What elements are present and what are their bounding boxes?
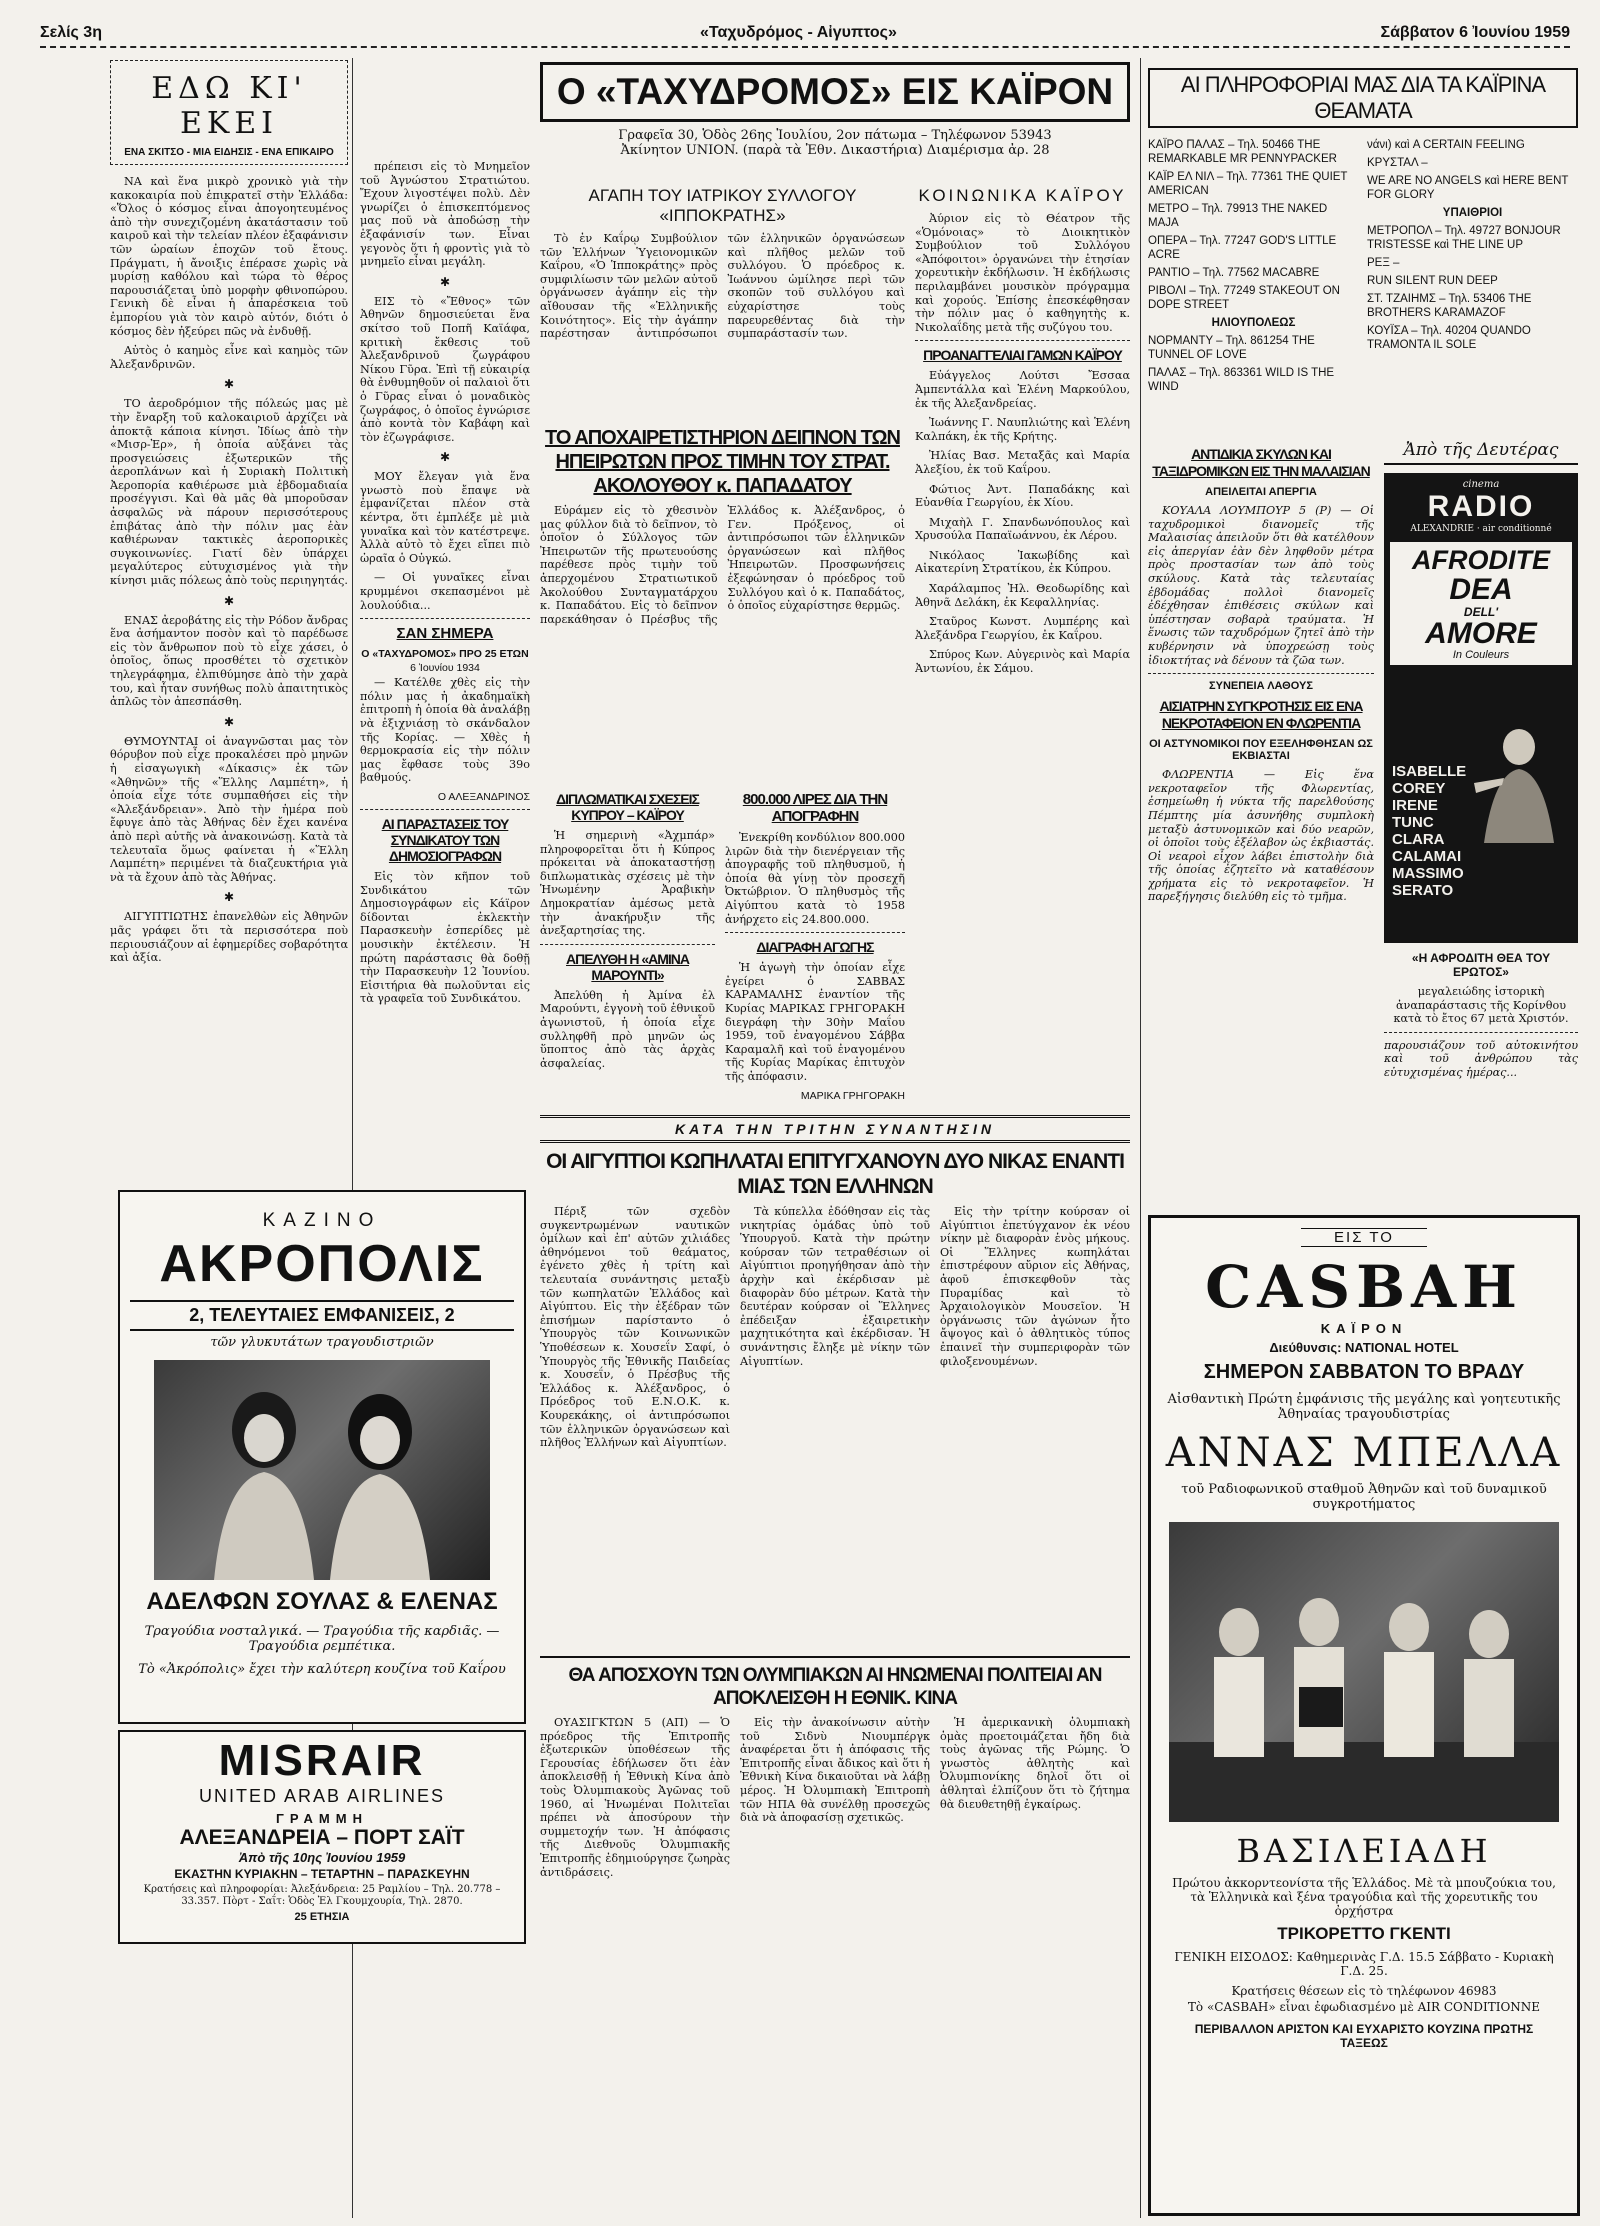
cast-name: ISABELLE (1392, 763, 1467, 780)
article-rowing (540, 1115, 1130, 1635)
list-item: Εὐάγγελος Λούτσι Ἔσσαα Ἀμπεντάλλα καὶ Ἑλένη Μαρκούλου, ἐκ τῆς Ἀλεξανδρείας. (915, 369, 1130, 410)
list-item: Φώτιος Ἀντ. Παπαδάκης καὶ Εὐανθία Γεωργίου, ἐκ Χίου. (915, 482, 1130, 510)
article-agapi (540, 180, 905, 360)
ad-misrair (118, 1730, 526, 1944)
list-item: νάνι) καὶ A CERTAIN FEELING (1367, 139, 1525, 151)
separator-star: ✱ (439, 450, 451, 465)
paragraph: παρουσιάζουν τοῦ αὐτοκινήτου καὶ τοῦ ἀνθρώπου τὰς εὐτυχισμένας ἡμέρας... (1384, 1038, 1578, 1079)
ad-address: Διεύθυνσις: NATIONAL HOTEL (1269, 1340, 1459, 1355)
ad-cinema-radio (1384, 440, 1578, 1200)
list-item: Ἠλίας Βασ. Μεταξᾶς καὶ Μαρία Ἀλεξίου, ἐκ τοῦ Καΐρου. (915, 449, 1130, 476)
ad-description: Αἰσθαντικὴ Πρώτη ἐμφάνισις τῆς μεγάλης καὶ γοητευτικῆς Ἀθηναίας τραγουδιστρίας (1167, 1392, 1561, 1422)
separator-star: ✱ (223, 593, 235, 608)
paragraph: Εἰς τὴν τρίτην κούρσαν οἱ Αἰγύπτιοι ἐπετύγχανον ἐκ νέου νίκην μὲ διαφορὰν ἑνὸς μήκους. Οἱ Ἕλληνες κωπηλάται ἐπιστρέφουν αὔριον εἰς Ἀθήνας, ἀφοῦ ἐπισκεφθοῦν τὰς Πυραμίδας καὶ τὸ Ἀρχαιολογικὸν Μουσεῖον. Ἡ ὀργάνωσις τῶν ἀγώνων ἦτο ἄψογος καὶ ὁ ἀθλητικὸς τύπος ἐπαινεῖ τὴν συμπεριφορὰν τῶν φιλοξενουμένων. (940, 1205, 1130, 1368)
cast-name: CLARA (1392, 831, 1445, 848)
poster-title-box (1390, 542, 1572, 665)
headline: 800.000 ΛΙΡΕΣ ΔΙΑ ΤΗΝ ΑΠΟΓΡΑΦΗΝ (742, 791, 888, 825)
ad-film-greek-title: «Η ΑΦΡΟΔΙΤΗ ΘΕΑ ΤΟΥ ΕΡΩΤΟΣ» (1411, 951, 1551, 979)
headline: ΑΠΕΛΥΘΗ Η «ΑΜΙΝΑ ΜΑΡΟΥΝΤΙ» (566, 950, 689, 983)
movie-poster (1384, 473, 1578, 943)
list-item: ΜΕΤΡΟ – Τηλ. 79913 THE NAKED MAJA (1148, 203, 1328, 229)
ad-orchestra: ΤΡΙΚΟΡΕΤΤΟ ΓΚΕΝΤΙ (1277, 1924, 1451, 1943)
paragraph: ΟΥΑΣΙΓΚΤΩΝ 5 (ΑΠ) — Ὁ πρόεδρος τῆς Ἐπιτροπῆς ἐξωτερικῶν ὑποθέσεων τῆς Γερουσίας ἐδήλωσεν ὅτι ἐὰν ἀποκλεισθῇ ἡ Ἐθνικὴ Κίνα ἀπὸ τοὺς Ὀλυμπιακοὺς Ἀγῶνας τοῦ 1960, αἱ Ἡνωμέναι Πολιτεῖαι πρέπει νὰ ἀποσύρουν τὴν συμμετοχήν των. Ἡ ἀπόφασις τῆς Διεθνοῦς Ὀλυμπιακῆς Ἐπιτροπῆς ἐδημιούργησε ζωηρὰς ἀντιδράσεις. (540, 1716, 730, 1879)
paragraph: ΑΙΓΥΠΤΙΩΤΗΣ ἐπανελθὼν εἰς Ἀθηνῶν μᾶς γράφει ὅτι τὰ περισσότερα ποὺ περιουσιάζουν αἱ ἐφημερίδες σοβαρότητα καὶ ἀξία. (110, 910, 348, 965)
list-item: ΠΑΛΑΣ – Τηλ. 863361 WILD IS THE WIND (1148, 367, 1335, 393)
ad-title: CASBAH (1205, 1253, 1523, 1321)
paragraph: Ἡ ἀγωγὴ τὴν ὁποίαν εἶχε ἐγείρει ὁ ΣΑΒΒΑΣ ΚΑΡΑΜΑΛΗΣ ἐναντίον τῆς Κυρίας ΜΑΡΙΚΑΣ ΓΡΗΓΟΡΑΚΗ διεγράφη τὴν 30ὴν Μαΐου 1959, τοῦ ἐναγομένου Σάββα Καραμαλῆ καὶ τοῦ ἐναγομένου τῆς Κυρίας Μαρίκας ἐπιτυχὸν τῆς ἀπόφασιν. (725, 961, 905, 1083)
ad-artists: ΑΔΕΛΦΩΝ ΣΟΥΛΑΣ & ΕΛΕΝΑΣ (146, 1588, 498, 1615)
paragraph: Εὐράμεν εἰς τὸ χθεσινὸν μας φύλλον διὰ τὸ δεῖπνον, τὸ ὁποῖον ὁ Σύλλογος τῶν Ἠπειρωτῶν τῆς πρωτευούσης παρέθεσε πρὸς τιμὴν τοῦ ἀπερχομένου Στρατιωτικοῦ Ἀκολούθου Συνταγματάρχου κ. Παπαδάτου. Εἰς τὸ δεῖπνον παρεκάθησαν ὁ Πρέσβυς τῆς Ἑλλάδος κ. Ἀλέξανδρος, ὁ Γεν. Πρόξενος, οἱ ἀντιπρόσωποι τῶν ἑλληνικῶν ὀργανώσεων καὶ πλῆθος Ἠπειρωτῶν. Προσφωνήσεις ἐξεφώνησαν ὁ πρόεδρος τοῦ Συλλόγου καὶ ὁ κ. Παπαδάτος, ὁ ὁποῖος εὐχαρίστησε θερμῶς. (540, 504, 905, 626)
list-item: Μιχαὴλ Γ. Σπανδωνόπουλος καὶ Χρυσούλα Παπαϊωάννου, ἐκ Λέρου. (915, 515, 1130, 543)
column-3a (1148, 440, 1374, 1200)
listing-right (1367, 134, 1578, 398)
listing-left (1148, 134, 1359, 398)
column-1 (110, 60, 348, 1180)
anniversary-title: ΣΑΝ ΣΗΜΕΡΑ (396, 625, 494, 643)
cinema-listings (1148, 62, 1578, 432)
paragraph: ΘΥΜΟΥΝΤΑΙ οἱ ἀναγνῶσται μας τὸν θόρυβον ποὺ εἶχε προκαλέσει πρὸ μηνῶν ἡ εἰσαγωγικὴ «Δίκασις» ἐκ τῶν «Ἀθηνῶν» τῆς «Ἕλλης Λαμπέτη», ἡ ὁποία εἶχε τότε συμπαθήσει εἰς τὴν «Ἀλεξάνδρειαν». Ἀπὸ τὴν ἡμέρα ποὺ ἔφυγε ἀπὸ τὰς Ἀθήνας δὲν ἔχει κανένα ἀπὸ περὶ αὐτῆς νὰ ἀνακοινώσῃ. Κατὰ τὰ τελευταῖα ὅμως φαίνεται ἡ «Ἕλλη Λαμπέτη» περιμένει τὰ διαζευκτήρια γιὰ νὰ τὰ ἔχουν ἀπὸ τὰς Ἀθήνας. (110, 734, 348, 884)
ad-route: ΑΛΕΞΑΝΔΡΕΙΑ – ΠΟΡΤ ΣΑΪΤ (179, 1826, 465, 1849)
singers-photo-icon (154, 1360, 490, 1580)
section-header-edo-ki-ekei (110, 60, 348, 165)
paragraph: Πέριξ τῶν σχεδὸν συγκεντρωμένων ναυτικῶν ὁμίλων καὶ ἐπ' αὐτῶν χιλιάδες ἀθηνόμενοι τοῦ θεάματος, ἐγένετο χθὲς ἡ τρίτη καὶ τελευταία συνάντησις μεταξὺ τῶν κωπηλατῶν Ἑλλάδος καὶ Αἰγύπτου. Εἰς τὴν ἐξέδραν τῶν ἐπισήμων παρίσταντο ὁ Ὑπουργὸς τῶν Κοινωνικῶν Ὑποθέσεων κ. Χουσεΐν Σαφί, ὁ Ὑπουργὸς τῆς Ἐθνικῆς Παιδείας κ. Χουσεΐν, ὁ Πρέσβυς τῆς Ἑλλάδος κ. Ἀλέξανδρος, ὁ Πρόεδρος τοῦ Ε.Ν.Ο.Κ. κ. Κουρεκάκης, οἱ ἀντιπρόσωποι τῶν ἑλληνικῶν ὀργανώσεων καὶ πλῆθος Ἑλλήνων καὶ Αἰγυπτίων. (540, 1205, 730, 1450)
poster-cinema-label: cinema (1462, 479, 1500, 490)
list-item: ΡΙΒΟΛΙ – Τηλ. 77249 STAKEOUT ON DOPE STREET (1148, 285, 1340, 311)
ad-bottom: 25 ΕΤΗΣΙΑ (294, 1911, 350, 1923)
cast-name: COREY (1392, 780, 1446, 797)
column-1b (360, 160, 530, 1180)
singers-photo (154, 1360, 490, 1580)
list-item: Ἰωάννης Γ. Ναυπλιώτης καὶ Ἑλένη Καλπάκη, ἐκ τῆς Κρήτης. (915, 416, 1130, 443)
kicker: ΚΑΤΑ ΤΗΝ ΤΡΙΤΗΝ ΣΥΝΑΝΤΗΣΙΝ (675, 1121, 995, 1137)
paragraph: — Κατέλθε χθὲς εἰς τὴν πόλιν μας ἡ ἀκαδημαϊκὴ ἐπιτροπὴ ἡ ὁποία θὰ ἀναλάβῃ νὰ ἐξιχνιάσῃ τὸ σκάνδαλον τῆς Κορίας. — Χθὲς ἡ θερμοκρασία εἰς τὴν πόλιν μας ἔφθασε τοὺς 39o βαθμούς. (360, 676, 530, 785)
ad-environment: ΠΕΡΙΒΑΛΛΟΝ ΑΡΙΣΤΟΝ ΚΑΙ ΕΥΧΑΡΙΣΤΟ ΚΟΥΖΙΝΑ ΠΡΩΤΗΣ ΤΑΞΕΩΣ (1194, 2022, 1534, 2050)
list-item: Σταῦρος Κωνστ. Λυμπέρης καὶ Ἀλεξάνδρα Γεωργίου, ἐκ Καΐρου. (915, 615, 1130, 642)
ad-start-date: Ἀπὸ τῆς 10ης Ἰουνίου 1959 (238, 1850, 406, 1865)
list-item: Νικόλαος Ἰακωβίδης καὶ Αἰκατερίνη Στρατίκου, ἐκ Κύπρου. (915, 548, 1130, 576)
paragraph: Τὰ κύπελλα ἐδόθησαν εἰς τὰς νικητρίας ὁμάδας ὑπὸ τοῦ Ὑπουργοῦ. Κατὰ τὴν πρώτην κούρσαν τῶν τετραθέσιων οἱ Αἰγύπτιοι προηγήθησαν ἀπὸ τὴν ἀρχὴν καὶ ἐκέρδισαν μὲ διαφορὰν δύο μέτρων. Κατὰ τὴν δευτέραν κούρσαν οἱ Ἕλληνες ἐπέδειξαν ἐξαιρετικὴν μαχητικότητα καὶ ἐκέρδισαν. Ἡ συνάντησις ἔληξε μὲ νίκην τῶν Αἰγυπτίων. (740, 1205, 930, 1368)
list-item: ΟΠΕΡΑ – Τηλ. 77247 GOD'S LITTLE ACRE (1148, 235, 1337, 261)
ad-band-subtitle: Πρώτου ἀκκορντεονίστα τῆς Ἑλλάδος. Μὲ τὰ μπουζούκια του, τὰ Ἑλληνικὰ καὶ ξένα τραγούδια καὶ τῆς χορευτικῆς του ὀρχήστρα (1172, 1876, 1556, 1918)
list-item: ΚΡΥΣΤΑΛ – (1367, 157, 1428, 169)
paragraph: ΝΑ καὶ ἕνα μικρὸ χρονικὸ γιὰ τὴν κακοκαιρία ποὺ ἐπικρατεῖ στὴν Ἑλλάδα: «Ὅλος ὁ κόσμος εἶναι ἀπογοητευμένος ἀπὸ τὴν συνεχιζομένη ἀκατάστασιν τοῦ καιροῦ καὶ τὴν τελείαν πλέον ἐξαφάνισιν τῶν ὡραίων ἐποχῶν τοῦ ἔτους. Πράγματι, ἡ ἄνοιξις ἐπέρασε χωρὶς νὰ μυρίσῃ καθόλου καὶ τώρα τὸ θέρος παρουσιάζεται ὑπὸ μορφὴν φθινοπώρου. Γενικὴ δὲ εἶναι ἡ ἀπαρέσκεια τοῦ ἐμπορίου γιὰ τὸν καιρὸ αὐτόν, διότι ὁ κόσμος δὲν ἠξεύρει πῶς νὰ ἐνδυθῇ. (110, 175, 348, 338)
page-header (40, 22, 1570, 48)
ad-info: Κρατήσεις καὶ πληροφορίαι: Ἀλεξάνδρεια: 25 Ραμλίου – Τηλ. 20.778 – 33.357. Πὸρτ - Σαΐτ: Ὁδὸς Ἐλ Γκουμχουρία, Τηλ. 2870. (143, 1884, 501, 1907)
ad-airline-name: MISRAIR (218, 1736, 426, 1785)
headline: ΔΙΑΓΡΑΦΗ ΑΓΩΓΗΣ (756, 939, 874, 956)
subheadline: ΟΙ ΑΣΤΥΝΟΜΙΚΟΙ ΠΟΥ ΕΞΕΛΗΦΘΗΣΑΝ ΩΣ ΕΚΒΙΑΣΤΑΙ (1149, 738, 1373, 763)
list-item: ΣΤ. ΤΖΑΙΗΜΣ – Τηλ. 53406 THE BROTHERS KARAMAZOF (1367, 293, 1532, 319)
paragraph: Ἀπελύθη ἡ Ἀμίνα ἐλ Μαρούντι, ἐγγονὴ τοῦ ἐθνικοῦ ἀγωνιστοῦ, ἡ ὁποία εἶχε συλληφθῆ πρὸ μηνῶν ὡς ὕποπτος ἀπὸ τὰς ἀρχὰς ἀσφαλείας. (540, 988, 715, 1070)
headline: ΠΡΟΑΝΑΓΓΕΛΙΑΙ ΓΑΜΩΝ ΚΑΪΡΟΥ (923, 347, 1122, 364)
poster-city: ALEXANDRIE · air conditionné (1410, 524, 1552, 534)
masthead-box (540, 62, 1130, 122)
list-item: ΡΑΝΤΙΟ – Τηλ. 77562 MACABRE (1148, 267, 1320, 279)
headline: ΚΟΙΝΩΝΙΚΑ ΚΑΪΡΟΥ (918, 186, 1127, 205)
ad-songs: Τραγούδια νοσταλγικά. — Τραγούδια τῆς καρδιᾶς. — Τραγούδια ρεμπέτικα. (144, 1624, 500, 1654)
anniversary-date: 6 Ἰουνίου 1934 (410, 662, 480, 675)
headline: ΑΝΤΙΔΙΚΙΑ ΣΚΥΛΩΝ ΚΑΙ ΤΑΞΙΔΡΟΜΙΚΩΝ ΕΙΣ ΤΗΝ ΜΑΛΑΙΣΙΑΝ (1152, 446, 1370, 479)
ad-city: ΚΑΪΡΟΝ (1320, 1321, 1408, 1336)
paragraph: Αὐτὸς ὁ καημὸς εἶνε καὶ καημὸς τῶν Ἀλεξανδρινῶν. (110, 344, 348, 371)
headline: ΑΙΣΙΑΤΡΗΝ ΣΥΓΚΡΟΤΗΣΙΣ ΕΙΣ ΕΝΑ ΝΕΚΡΟΤΑΦΕΙΟΝ ΕΝ ΦΛΩΡΕΝΤΙΑ (1159, 698, 1363, 732)
masthead-address2: Ἀκίνητον UNION. (παρὰ τὰ Ἐθν. Δικαστήρια) Διαμέρισμα ἀρ. 28 (620, 143, 1050, 158)
band-photo (1169, 1522, 1559, 1822)
headline: ΤΟ ΑΠΟΧΑΙΡΕΤΙΣΤΗΡΙΟΝ ΔΕΙΠΝΟΝ ΤΩΝ ΗΠΕΙΡΩΤΩΝ ΠΡΟΣ ΤΙΜΗΝ ΤΟΥ ΣΤΡΑΤ. ΑΚΟΛΟΥΘΟΥ κ. ΠΑΠΑΔΑΤΟΥ (545, 427, 900, 497)
page-number: Σελίς 3η (40, 24, 102, 41)
list-item: ΝΟΡΜΑΝΤΥ – Τηλ. 861254 THE TUNNEL OF LOVE (1148, 335, 1315, 361)
anniversary-subtitle: Ο «ΤΑΧΥΔΡΟΜΟΣ» ΠΡΟ 25 ΕΤΩΝ (361, 648, 529, 661)
paragraph: πρέπεισι εἰς τὸ Μνημεῖον τοῦ Ἀγνώστου Στρατιώτου. Ἔχουν λιγοστέψει πολὺ. Δὲν γνωρίζει ὁ ἐπισκεπτόμενος μας ποῦ νὰ ἀποδώσῃ τὴν ἐξαφάνισίν των. Εἶναι γεγονὸς ὅτι ἡ φροντὶς γιὰ τὸ μνημεῖο εἶναι μεγάλη. (360, 160, 530, 269)
masthead-address: Γραφεῖα 30, Ὁδὸς 26ης Ἰουλίου, 2ον πάτωμα – Τηλέφωνον 53943 (618, 128, 1052, 143)
list-item: ΚΑΪΡ ΕΛ ΝΙΛ – Τηλ. 77361 THE QUIET AMERICAN (1148, 171, 1348, 197)
separator-star: ✱ (439, 274, 451, 289)
dancer-figure-icon (1464, 723, 1574, 843)
ad-star: ΑΝΝΑΣ ΜΠΕΛΛΑ (1165, 1430, 1563, 1476)
paragraph: ΤΟ ἀεροδρόμιον τῆς πόλεώς μας μὲ τὴν ἔναρξη τοῦ καλοκαιριοῦ ἀρχίζει νὰ ἀποκτᾷ κάποια κίνησι. Ἰδίως ἀπὸ τὴν «Μισρ-Ἐρ», ἡ ὁποία αὐξάνει τὰς προσγειώσεις ἐξωτερικῶν τῆς ἀεροπλάνων καὶ ἡ Συριακὴ Πολιτικὴ Ἀεροπορία καθιέρωσε μιὰ ἑβδομαδιαία προσέγγισι. Καὶ θὰ μᾶς θὰ μποροῦσαν ἀσφαλῶς νὰ πάρουν περισσότερους ἐπιβάτας ἀπὸ τὴν πόλιν μας ἐὰν καθιέρωναν τακτικὲς ἀεροπορικὲς συγκοινωνίες. Γιατί δὲν ὑπάρχει μεγαλύτερος εὐτυχισμένος γιὰ τὴν κίνησι μιᾶς πόλεως ἀπὸ τοὺς περιηγητάς. (110, 397, 348, 588)
list-item: RUN SILENT RUN DEEP (1367, 275, 1498, 287)
byline: Ο ΑΛΕΞΑΝΔΡΙΝΟΣ (437, 790, 530, 803)
ad-line: 2, ΤΕΛΕΥΤΑΙΕΣ ΕΜΦΑΝΙΣΕΙΣ, 2 (130, 1300, 514, 1331)
paper-name: «Ταχυδρόμος - Αἰγυπτος» (700, 24, 897, 41)
list-item: Σπύρος Κων. Αὐγερινὸς καὶ Μαρία Ἀντωνίου, ἐκ Σάμου. (915, 648, 1130, 676)
list-item: ΚΟΥΪΣΑ – Τηλ. 40204 QUANDO TRAMONTA IL SOLE (1367, 325, 1531, 351)
article-olympics (540, 1650, 1130, 2210)
paragraph: Ἡ ἀμερικανικὴ ὀλυμπιακὴ ὁμὰς προετοιμάζεται ἤδη διὰ τοὺς ἀγῶνας τῆς Ρώμης. Ὁ γνωστὸς ἀθλητὴς καὶ Ὀλυμπιονίκης δηλοῖ ὅτι οἱ ἀθληταὶ ἐλπίζουν ὅτι τὸ ζήτημα θὰ διευθετηθῇ ἐγκαίρως. (940, 1716, 1130, 1811)
poster-cinema-name: RADIO (1427, 490, 1535, 523)
paragraph: — Οἱ γυναῖκες εἶναι κρυμμένοι σκεπασμένοι μὲ λουλούδια... (360, 571, 530, 612)
cast-name: SERATO (1392, 882, 1454, 899)
article-body (540, 504, 905, 626)
paragraph: Εἰς τὸν κῆπον τοῦ Συνδικάτου τῶν Δημοσιογράφων εἰς Κάϊρον δίδονται ἐκλεκτὴν Παρασκευὴν ἑσπερίδες μὲ μουσικὴν ἐκτέλεσιν. Ἡ πρώτη παράστασις θὰ δοθῇ τὴν Παρασκευὴν 12 Ἰουνίου. Εἰσιτήρια θὰ πωλοῦνται εἰς τὰ γραφεῖα τοῦ Συνδικάτου. (360, 869, 530, 1006)
kicker-box (540, 1115, 1130, 1143)
cast-name: IRENE (1392, 797, 1438, 814)
separator-star: ✱ (223, 377, 235, 392)
paragraph: ΕΙΣ τὸ «Ἔθνος» τῶν Ἀθηνῶν δημοσιεύεται ἕνα σκίτσο τοῦ Ποπῆ Καϊάφα, κριτικὴ ἔκθεσις τοῦ Ἀλεξανδρινοῦ ζωγράφου Νίκου Γῦρα. Ἐπὶ τῇ εὐκαιρίᾳ θὰ ἐνθυμηθοῦν οἱ παλαιοὶ ὅτι ὁ Γῦρας εἶναι ὁ μοναδικὸς ζωγράφος, ὁ ὁποῖος ἐγνώρισε ἀπὸ κοντὰ τὸν Καβάφη καὶ τὸν ἐζωγράφισε. (360, 294, 530, 444)
ad-casbah (1148, 1215, 1580, 2216)
listing-columns (1148, 134, 1578, 398)
paragraph: ΚΟΥΑΛΑ ΛΟΥΜΠΟΥΡ 5 (Ρ) — Οἱ ταχυδρομικοὶ διανομεῖς τῆς Μαλαισίας ἀπειλοῦν ὅτι θὰ κατέλθουν εἰς ἀπεργίαν ἐὰν δὲν ληφθοῦν μέτρα πρὸς προστασίαν των ἀπὸ τοὺς σκύλους. Κατὰ τὰς τελευταίας ἑβδομάδας πολλοὶ διανομεῖς ἐδέχθησαν ἐπιθέσεις σκύλων καὶ ὑπέστησαν σοβαρὰ τραύματα. Ἡ ἕνωσις τῶν ταχυδρόμων ζητεῖ ἀπὸ τὴν κυβέρνησιν νὰ ὑποχρεώσῃ τοὺς ἰδιοκτήτας νὰ δένουν τὰ ζῶα των. (1148, 504, 1374, 667)
list-heading: ΗΛΙΟΥΠΟΛΕΩΣ (1211, 317, 1296, 329)
paragraph: ΜΟΥ ἔλεγαν γιὰ ἕνα γνωστὸ ποὺ ἔπαψε νὰ ἐμφανίζεται πλέον στὰ κέντρα, ὅτι ἐμπλέξε μὲ μιὰ γυναῖκα καὶ τὸν κατέστρεψε. Ἀλλὰ αὐτὸ τὸ ἔχει εἴπει πιὸ ὡραῖα ὁ Οὐγκώ. (360, 470, 530, 565)
ad-when: ΣΗΜΕΡΟΝ ΣΑΒΒΑΤΟΝ ΤΟ ΒΡΑΔΥ (1203, 1361, 1525, 1383)
ad-prices: ΓΕΝΙΚΗ ΕΙΣΟΔΟΣ: Καθημερινὰς Γ.Δ. 15.5 Σάββατο - Κυριακὴ Γ.Δ. 25. (1174, 1950, 1554, 1978)
headline: ΔΙΠΛΩΜΑΤΙΚΑΙ ΣΧΕΣΕΙΣ ΚΥΠΡΟΥ – ΚΑΪΡΟΥ (556, 791, 699, 823)
cast-name: CALAMAI (1392, 848, 1462, 865)
ad-days: ΕΚΑΣΤΗΝ ΚΥΡΙΑΚΗΝ – ΤΕΤΑΡΤΗΝ – ΠΑΡΑΣΚΕΥΗΝ (174, 1867, 470, 1881)
article-body (110, 175, 348, 965)
section-subtitle: ΕΝΑ ΣΚΙΤΣΟ - ΜΙΑ ΕΙΔΗΣΙΣ - ΕΝΑ ΕΠΙΚΑΙΡΟ (124, 147, 334, 158)
list-item: WE ARE NO ANGELS καὶ HERE BENT FOR GLORY (1367, 175, 1569, 201)
list-heading: ΥΠΑΙΘΡΙΟΙ (1442, 207, 1503, 219)
ad-airline-sub: UNITED ARAB AIRLINES (198, 1786, 446, 1806)
ad-intro: ΕΙΣ ΤΟ (1301, 1228, 1427, 1247)
kicker: ΣΥΝΕΠΕΙΑ ΛΑΘΟΥΣ (1209, 680, 1313, 693)
poster-title: AMORE (1425, 617, 1537, 650)
ad-kicker: Ἀπὸ τῆς Δευτέρας (1384, 440, 1578, 465)
byline: ΜΑΡΙΚΑ ΓΡΗΓΟΡΑΚΗ (800, 1089, 905, 1102)
list-item: ΜΕΤΡΟΠΟΛ – Τηλ. 49727 BONJOUR TRISTESSE καὶ THE LINE UP (1367, 225, 1561, 251)
cast-name: TUNC (1392, 814, 1434, 831)
separator-star: ✱ (223, 890, 235, 905)
ad-note: Τὸ «Ἀκρόπολις» ἔχει τὴν καλύτερη κουζίνα τοῦ Καΐρου (138, 1662, 506, 1677)
poster-colour: In Couleurs (1452, 649, 1510, 661)
paragraph: ΦΛΩΡΕΝΤΙΑ — Εἰς ἕνα νεκροταφεῖον τῆς Φλωρεντίας, ἐσημείωθη ἡ νύκτα τῆς παρελθούσης Πέμπτης μία ἀσυνήθης συμπλοκὴ μεταξὺ ἀστυνομικῶν καὶ δύο νεαρῶν, οἱ ὁποῖοι τοὺς ἐξέλαβον ὡς ἐκβιαστάς. Οἱ νεαροὶ εἶχον λάβει ἐπιστολὴν διὰ τῆς ὁποίας ἐζητεῖτο νὰ καταθέσουν χρήματα εἰς τὸ νεκροταφεῖον. Ἡ παρεξήγησις διελύθη εἰς τὸ τμῆμα. (1148, 768, 1374, 904)
article-body (540, 232, 905, 344)
headline: ΑΓΑΠΗ ΤΟΥ ΙΑΤΡΙΚΟΥ ΣΥΛΛΟΓΟΥ «ΙΠΠΟΚΡΑΤΗΣ» (588, 186, 857, 225)
paragraph: Ἐνεκρίθη κονδύλιον 800.000 λιρῶν διὰ τὴν διενέργειαν τῆς ἀπογραφῆς τοῦ πληθυσμοῦ, ἡ ὁποία θὰ γίνῃ τὸν προσεχῆ Ὀκτώβριον. Ὁ πληθυσμὸς τῆς Αἰγύπτου κατὰ τὸ 1958 ἀνήρχετο εἰς 24.800.000. (725, 831, 905, 926)
ad-title: ΑΚΡΟΠΟΛΙΣ (159, 1235, 485, 1293)
ad-phone: Κρατήσεις θέσεων εἰς τὸ τηλέφωνον 46983 (1231, 1984, 1497, 1998)
paragraph: μεγαλειώδης ἱστορικὴ ἀναπαράστασις τῆς Κορίνθου κατὰ τὸ ἔτος 67 μετὰ Χριστόν. (1393, 985, 1569, 1026)
section-title: ΕΔΩ ΚΙ' ΕΚΕΙ (151, 71, 307, 141)
column-rule (1140, 58, 1141, 2218)
poster-title: DELL' (1463, 605, 1499, 619)
paragraph: Ἡ σημερινὴ «Ἀχμπάρ» πληροφορεῖται ὅτι ἡ Κύπρος πρόκειται νὰ ἀποκαταστήσῃ διπλωματικὰς σχέσεις μὲ τὴν Ἡνωμένην Ἀραβικὴν Δημοκρατίαν ἀμέσως μετὰ τὴν ἀνακήρυξιν τῆς ἀνεξαρτησίας της. (540, 829, 715, 938)
ad-kicker: ΚΑΖΙΝΟ (262, 1210, 382, 1231)
headline: ΑΙ ΠΛΗΡΟΦΟΡΙΑΙ ΜΑΣ ΔΙΑ ΤΑ ΚΑΪΡΙΝΑ ΘΕΑΜΑΤΑ (1148, 68, 1578, 128)
article-body (540, 1205, 1130, 1456)
ad-line2: τῶν γλυκυτάτων τραγουδιστριῶν (210, 1335, 434, 1350)
column-social (915, 180, 1130, 1105)
band-photo-icon (1169, 1522, 1559, 1822)
ad-line-label: ΓΡΑΜΜΗ (276, 1811, 368, 1826)
article-lires (725, 785, 905, 1105)
poster-title: DEA (1449, 573, 1513, 606)
cast-name: MASSIMO (1392, 865, 1464, 882)
poster-cast (1392, 763, 1472, 899)
subheadline: ΑΠΕΙΛΕΙΤΑΙ ΑΠΕΡΓΙΑ (1205, 486, 1317, 498)
list-item: ΡΕΞ – (1367, 257, 1400, 269)
headline: ΘΑ ΑΠΟΣΧΟΥΝ ΤΩΝ ΟΛΥΜΠΙΑΚΩΝ ΑΙ ΗΝΩΜΕΝΑΙ ΠΟΛΙΤΕΙΑΙ ΑΝ ΑΠΟΚΛΕΙΣΘΗ Η ΕΘΝΙΚ. ΚΙΝΑ (568, 1665, 1102, 1709)
poster-title: AFRODITE (1412, 545, 1550, 575)
headline: ΑΙ ΠΑΡΑΣΤΑΣΕΙΣ ΤΟΥ ΣΥΝΔΙΚΑΤΟΥ ΤΩΝ ΔΗΜΟΣΙΟΓΡΑΦΩΝ (381, 815, 509, 864)
list-item: Χαράλαμπος Ἠλ. Θεοδωρίδης καὶ Ἀθηνᾶ Δελάκη, ἐκ Κεφαλληνίας. (915, 582, 1130, 609)
paragraph: ΕΝΑΣ ἀεροβάτης εἰς τὴν Ρόδον ἄνδρας ἕνα ἀσήμαντον ποσὸν καὶ τὸ παρέδωσε εἰς τὸν ἄνθρωπον ποὺ τὸ εἶχε χάσει, ὁ ὁποῖος, ὅπως προσθέτει τὸ σχετικὸν τηλεγράφημα, ἐλπιθύμησε ἀπὸ τὴν χαρὰ του, καὶ ἦταν συνήθως πολὺ ἀπαιτητικὸς ἀπλῶς τὸν ἀπεσπάσθη. (110, 613, 348, 709)
paragraph: Τὸ ἐν Καΐρῳ Συμβούλιον τῶν Ἑλλήνων Ὑγειονομικῶν Καΐρου, «Ὁ Ἱπποκράτης» πρὸς συμφιλίωσιν τῶν μελῶν αὐτοῦ ὀργάνωσεν ἀγάπην εἰς τὴν αἴθουσαν τῆς «Ἑλληνικῆς Κοινότητος». Εἰς τὴν ἀγάπην παρέστησαν ἀντιπρόσωποι τῶν ἑλληνικῶν ὀργανώσεων καὶ πλῆθος μελῶν τοῦ συλλόγου. Ὁ πρόεδρος κ. Ἰωάννου ὡμίλησε περὶ τῶν σκοπῶν τοῦ συλλόγου καὶ εὐχαρίστησε τοὺς παρευρεθέντας διὰ τὴν συμπαράστασίν των. (540, 232, 905, 341)
ad-band: ΒΑΣΙΛΕΙΑΔΗ (1236, 1832, 1492, 1870)
ad-air-conditioning: Τὸ «CASBAH» εἶναι ἐφωδιασμένο μὲ AIR CONDITIONNE (1187, 2000, 1541, 2014)
article-dinner (540, 420, 905, 730)
issue-date: Σάββατον 6 Ἰουνίου 1959 (1380, 24, 1570, 41)
article-body (540, 1716, 1130, 1885)
article-cyprus (540, 785, 715, 1105)
masthead (540, 62, 1130, 172)
wedding-list (915, 369, 1130, 675)
masthead-title: Ο «ΤΑΧΥΔΡΟΜΟΣ» ΕΙΣ ΚΑΪΡΟΝ (556, 71, 1114, 112)
list-item: ΚΑΪΡΟ ΠΑΛΑΣ – Τηλ. 50466 THE REMARKABLE MR PENNYPACKER (1148, 139, 1337, 165)
separator-star: ✱ (223, 714, 235, 729)
ad-star-subtitle: τοῦ Ραδιοφωνικοῦ σταθμοῦ Ἀθηνῶν καὶ τοῦ δυναμικοῦ συγκροτήματος (1181, 1482, 1547, 1512)
headline: ΟΙ ΑΙΓΥΠΤΙΟΙ ΚΩΠΗΛΑΤΑΙ ΕΠΙΤΥΓΧΑΝΟΥΝ ΔΥΟ ΝΙΚΑΣ ΕΝΑΝΤΙ ΜΙΑΣ ΤΩΝ ΕΛΛΗΝΩΝ (546, 1150, 1124, 1198)
ad-casino-akropolis (118, 1190, 526, 1724)
paragraph: Εἰς τὴν ἀνακοίνωσιν αὐτὴν τοῦ Σιδνὺ Νιουμπέργκ ἀναφέρεται ὅτι ἡ ἀπόφασις τῆς Ἐπιτροπῆς εἶναι ἄδικος καὶ ὅτι ἡ Ἐθνικὴ Κίνα δικαιοῦται νὰ λάβῃ μέρος. Ἡ Ὀλυμπιακὴ Ἐπιτροπὴ τῶν ΗΠΑ θὰ συνέλθῃ προσεχῶς διὰ νὰ ἀποφασίσῃ σχετικῶς. (740, 1716, 930, 1825)
paragraph: Ἀύριον εἰς τὸ Θέατρον τῆς «Ὁμόνοιας» τὸ Διοικητικὸν Συμβούλιον τοῦ Συλλόγου «Ἀπόφοιτοι» ὀργανώνει τὴν ἐτησίαν χορευτικὴν ἐκδήλωσιν. Ἡ ἐκδήλωσις περιλαμβάνει μουσικὸν πρόγραμμα καὶ χορούς. Ἐπίσης ἐπεσκέφθησαν τὴν πόλιν μας ὁ καθηγητὴς κ. Νικολαΐδης μετὰ τῆς συζύγου του. (915, 212, 1130, 334)
